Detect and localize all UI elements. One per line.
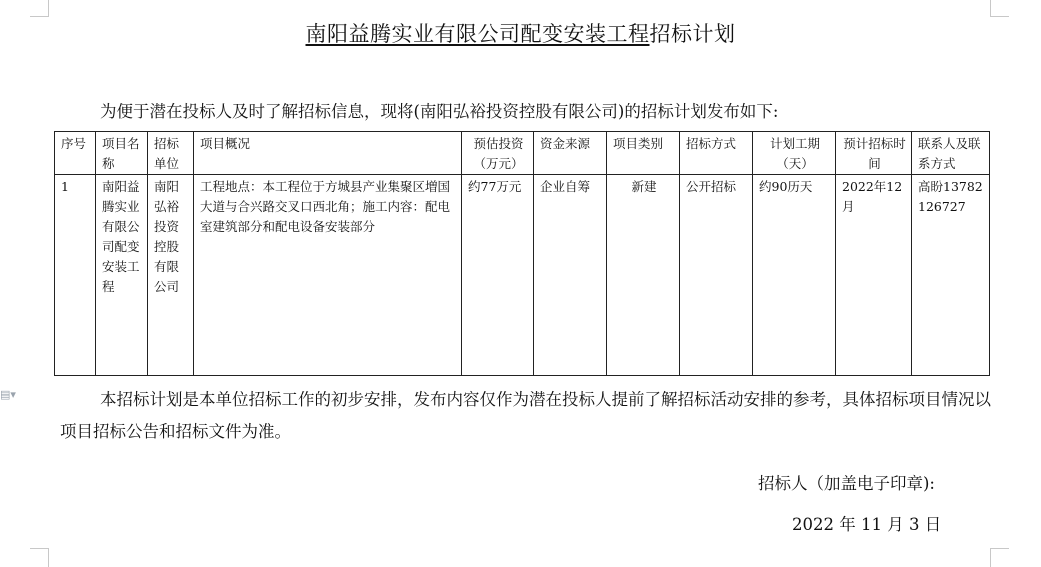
cell-duration: 约90历天 — [753, 175, 836, 376]
crop-mark-top-right — [990, 0, 1009, 17]
cell-investment: 约77万元 — [462, 175, 534, 376]
table-row — [55, 175, 990, 376]
header-contact: 联系人及联系方式 — [912, 132, 990, 175]
cell-tender-time: 2022年12月 — [836, 175, 912, 376]
header-project-name: 项目名称 — [96, 132, 148, 175]
header-method: 招标方式 — [680, 132, 753, 175]
header-funding: 资金来源 — [534, 132, 607, 175]
cell-contact: 高盼13782126727 — [912, 175, 990, 376]
intro-paragraph: 为便于潜在投标人及时了解招标信息，现将(南阳弘裕投资控股有限公司)的招标计划发布如下: — [100, 102, 779, 121]
document-title — [0, 18, 1041, 48]
crop-mark-bottom-left — [30, 548, 49, 567]
header-category: 项目类别 — [607, 132, 680, 175]
header-duration: 计划工期（天） — [753, 132, 836, 175]
cell-category: 新建 — [607, 175, 680, 376]
cell-method: 公开招标 — [680, 175, 753, 376]
table-header-row — [55, 132, 990, 175]
document-title-suffix: 招标计划 — [649, 22, 736, 46]
document-date: 2022 年 11 月 3 日 — [792, 515, 942, 534]
header-no: 序号 — [55, 132, 96, 175]
cell-tender-unit: 南阳弘裕投资控股有限公司 — [148, 175, 194, 376]
cell-project-name: 南阳益腾实业有限公司配变安装工程 — [96, 175, 148, 376]
document-title-underlined: 南阳益腾实业有限公司配变安装工程 — [305, 22, 650, 46]
cell-funding: 企业自筹 — [534, 175, 607, 376]
document-margin-icon[interactable]: ▤▾ — [0, 388, 16, 401]
crop-mark-bottom-right — [990, 548, 1009, 567]
signature-line: 招标人（加盖电子印章): — [758, 474, 935, 493]
header-investment: 预估投资（万元） — [462, 132, 534, 175]
tender-plan-table — [54, 131, 990, 376]
header-tender-unit: 招标单位 — [148, 132, 194, 175]
header-tender-time: 预计招标时间 — [836, 132, 912, 175]
cell-overview: 工程地点：本工程位于方城县产业集聚区増国大道与合兴路交叉口西北角；施工内容：配电室建筑部分和配电设备安装部分 — [194, 175, 462, 376]
crop-mark-top-left — [30, 0, 49, 17]
header-overview: 项目概况 — [194, 132, 462, 175]
closing-paragraph: 本招标计划是本单位招标工作的初步安排，发布内容仅作为潜在投标人提前了解招标活动安排的参考，具体招标项目情况以项目招标公告和招标文件为准。 — [60, 390, 991, 441]
cell-no: 1 — [55, 175, 96, 376]
